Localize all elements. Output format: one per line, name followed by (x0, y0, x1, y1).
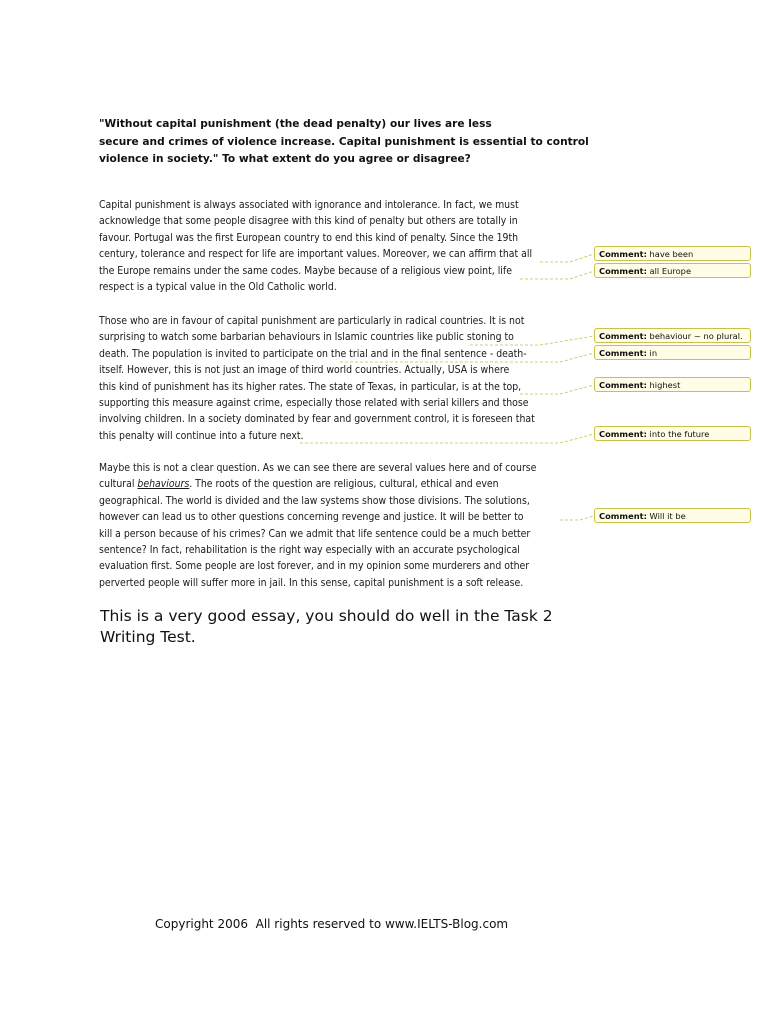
connector-line (520, 385, 594, 394)
paragraph-line: involving children. In a society dominated by fear and government control, it is foreseen that (99, 413, 535, 426)
paragraph-line: the Europe remains under the same codes. Maybe because of a religious view point, life (99, 264, 512, 277)
paragraph-line: however can lead us to other questions concerning revenge and justice. It will be better to (99, 511, 524, 524)
comment-balloon[interactable] (594, 426, 751, 441)
comment-text: have been (649, 249, 694, 259)
comment-text: all Europe (649, 266, 692, 276)
comment-label: Comment: (599, 429, 647, 439)
comment-text: highest (649, 380, 681, 390)
paragraph-line: Those who are in favour of capital punishment are particularly in radical countries. It is not (99, 315, 525, 327)
comment-label: Comment: (599, 511, 647, 521)
paragraph-line: century, tolerance and respect for life are important values. Moreover, we can affirm that all (99, 248, 533, 261)
paragraph-line: death. The population is invited to participate on the trial and in the final sentence - death- (99, 347, 527, 360)
comment-text: into the future (649, 429, 710, 439)
paragraph-line: sentence? In fact, rehabilitation is the right way especially with an accurate psychological (99, 544, 520, 557)
line-text: . The roots of the question are religious, cultural, ethical and even (189, 478, 499, 491)
paragraph-line: geographical. The world is divided and the law systems show those divisions. The solutions, (99, 494, 530, 507)
copyright-footer: Copyright 2006 All rights reserved to www.IELTS-Blog.com (155, 917, 509, 931)
paragraph-line: favour. Portugal was the first European country to end this kind of penalty. Since the 19th (99, 231, 519, 244)
flagged-word[interactable]: behaviours (137, 478, 190, 491)
connector-line (540, 254, 594, 262)
line-text: cultural (99, 478, 138, 491)
paragraph-line: kill a person because of his crimes? Can we admit that life sentence could be a much better (99, 527, 531, 540)
prompt-line: secure and crimes of violence increase. Capital punishment is essential to control (99, 135, 589, 148)
paragraph-line: this kind of punishment has its higher rates. The state of Texas, in particular, is at the top, (99, 380, 522, 393)
connector-line (340, 353, 594, 362)
paragraph-line: perverted people will suffer more in jail. In this sense, capital punishment is a soft release. (99, 576, 524, 589)
comment-balloon[interactable] (594, 246, 751, 261)
paragraph-line: itself. However, this is not just an image of third world countries. Actually, USA is where (99, 364, 510, 377)
paragraph-line: acknowledge that some people disagree with this kind of penalty but others are totally in (99, 215, 518, 228)
comment-label: Comment: (599, 249, 647, 259)
comment-balloon[interactable] (594, 345, 751, 360)
comment-label: Comment: (599, 331, 647, 341)
comment-balloon[interactable] (594, 508, 751, 523)
paragraph-line: evaluation first. Some people are lost forever, and in my opinion some murderers and other (99, 560, 530, 573)
paragraph-line: surprising to watch some barbarian behaviours in Islamic countries like public stoning to (99, 331, 514, 344)
comment-text: Will it be (649, 511, 686, 521)
feedback-line: This is a very good essay, you should do well in the Task 2 (100, 607, 553, 625)
prompt-line: "Without capital punishment (the dead penalty) our lives are less (99, 118, 492, 130)
feedback-line: Writing Test. (100, 628, 196, 646)
connector-line (560, 516, 594, 520)
comment-balloon[interactable] (594, 328, 751, 343)
comment-label: Comment: (599, 348, 647, 358)
paragraph-line: Capital punishment is always associated with ignorance and intolerance. In fact, we must (99, 199, 519, 211)
paragraph-line: respect is a typical value in the Old Catholic world. (99, 281, 337, 294)
paragraph-line: Maybe this is not a clear question. As we can see there are several values here and of course (99, 462, 537, 474)
comment-text: in (649, 348, 658, 358)
paragraph-line: this penalty will continue into a future next. (99, 429, 304, 442)
prompt-line: violence in society." To what extent do you agree or disagree? (99, 153, 471, 165)
connector-line (520, 271, 594, 279)
comment-text: behaviour ~ no plural. (649, 331, 743, 341)
connector-line (470, 336, 594, 345)
comment-balloon[interactable] (594, 263, 751, 278)
comment-label: Comment: (599, 380, 647, 390)
connector-line (300, 434, 594, 443)
comment-balloon[interactable] (594, 377, 751, 392)
comment-label: Comment: (599, 266, 647, 276)
paragraph-line: supporting this measure against crime, especially those related with serial killers and those (99, 397, 529, 410)
